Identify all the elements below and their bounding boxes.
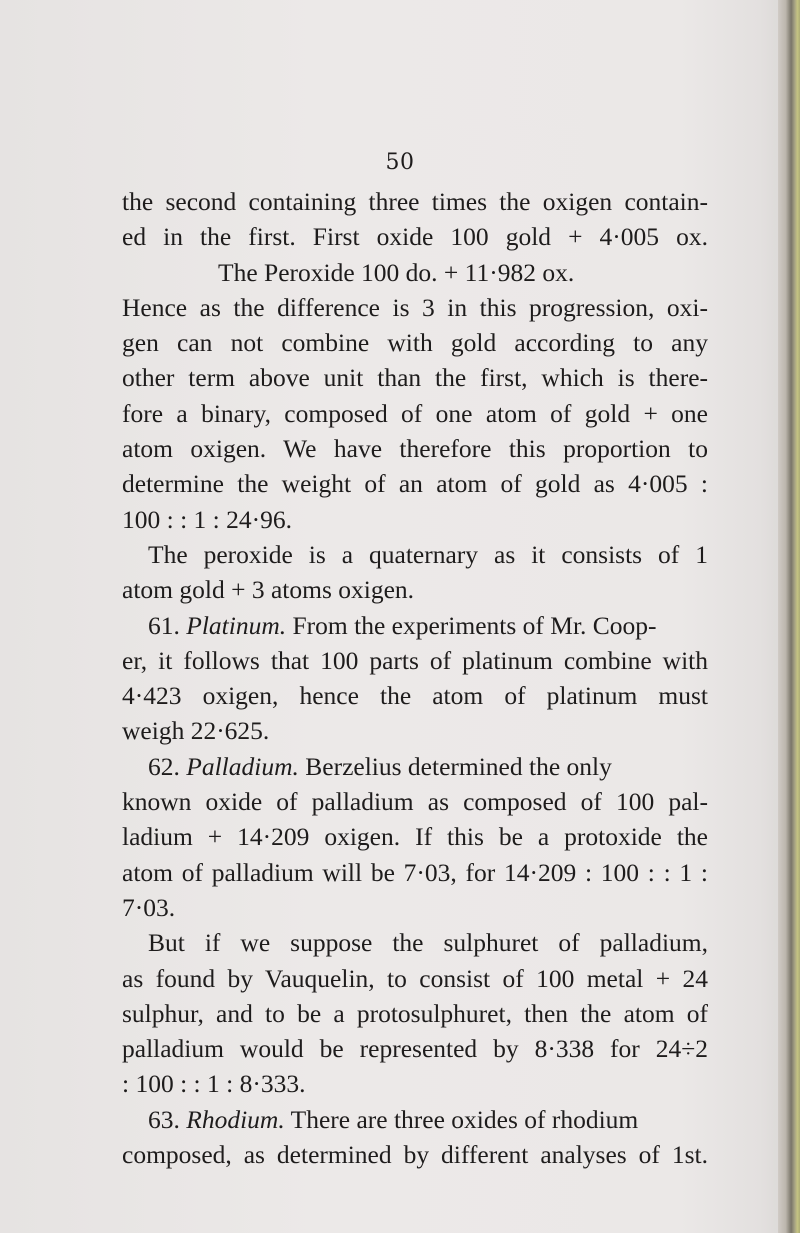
text-line: as found by Vauquelin, to consist of 100 metal + 24: [122, 963, 708, 993]
text-line: composed, as determined by different analyses of 1st.: [122, 1140, 708, 1170]
section-title-platinum: Platinum.: [186, 610, 287, 640]
text-line: atom gold + 3 atoms oxigen.: [122, 575, 415, 605]
text-line: sulphur, and to be a protosulphuret, then the atom of: [122, 998, 708, 1028]
text-line: atom oxigen. We have therefore this proportion to: [122, 434, 708, 464]
section-title-palladium: Palladium.: [186, 751, 299, 781]
text-line: fore a binary, composed of one atom of gold + one: [122, 398, 708, 428]
text-run: From the experiments of Mr. Coop-: [286, 610, 657, 640]
text-line: er, it follows that 100 parts of platinum combine with: [122, 645, 708, 675]
text-line: gen can not combine with gold according to any: [122, 328, 708, 358]
text-line: the second containing three times the oxigen contain-: [122, 187, 708, 216]
section-number: 61.: [148, 610, 187, 640]
section-number: 63.: [148, 1104, 187, 1134]
text-line: The peroxide is a quaternary as it consists of 1: [148, 539, 708, 569]
text-line: But if we suppose the sulphuret of palladium,: [148, 928, 708, 958]
text-line: 100 : : 1 : 24·96.: [122, 504, 292, 534]
section-title-rhodium: Rhodium.: [186, 1104, 285, 1134]
text-line: 4·423 oxigen, hence the atom of platinum must: [122, 681, 708, 711]
text-line: determine the weight of an atom of gold as 4·005 :: [122, 469, 708, 499]
text-line: ladium + 14·209 oxigen. If this be a protoxide the: [122, 822, 708, 852]
text-line: Hence as the difference is 3 in this progression, oxi-: [122, 292, 708, 322]
text-line: weigh 22·625.: [122, 716, 270, 746]
page-edge-stain: [778, 0, 800, 1233]
text-line: other term above unit than the first, which is there-: [122, 363, 708, 393]
text-line: The Peroxide 100 do. + 11·982 ox.: [218, 257, 575, 287]
text-line: known oxide of palladium as composed of 100 pal-: [122, 787, 708, 817]
section-heading-line: [122, 749, 708, 784]
section-number: 62.: [148, 751, 187, 781]
page-number: 50: [385, 150, 415, 175]
section-heading-line: [122, 608, 708, 643]
text-line: ed in the first. First oxide 100 gold + 4·005 ox.: [122, 222, 708, 252]
text-line: atom of palladium will be 7·03, for 14·209 : 100 : : 1 :: [122, 857, 708, 887]
text-line: palladium would be represented by 8·338 for 24÷2: [122, 1034, 708, 1064]
body-text: [122, 184, 708, 1172]
text-line: 7·03.: [122, 892, 176, 922]
text-run: There are three oxides of rhodium: [284, 1104, 639, 1134]
section-heading-line: [122, 1102, 708, 1137]
text-line: : 100 : : 1 : 8·333.: [122, 1069, 306, 1099]
text-run: Berzelius determined the only: [298, 751, 612, 781]
